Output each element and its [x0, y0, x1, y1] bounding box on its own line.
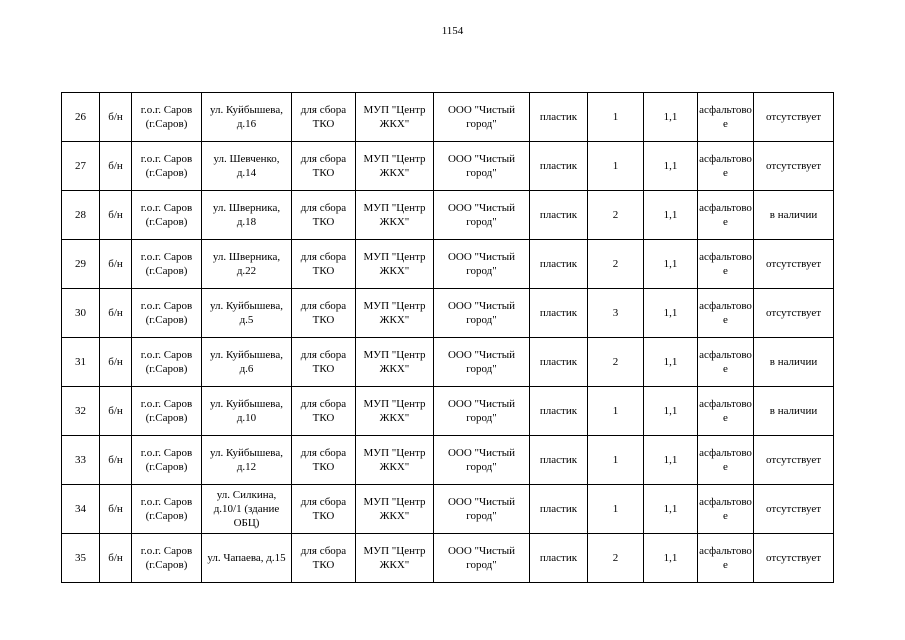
cell-number: 28	[62, 191, 100, 240]
cell-operator: ООО "Чистый город"	[434, 191, 530, 240]
cell-owner: МУП "Центр ЖКХ"	[356, 142, 434, 191]
cell-container-count: 1	[588, 93, 644, 142]
table-row	[62, 93, 834, 142]
cell-surface-type: асфальтовое	[698, 240, 754, 289]
cell-purpose: для сбора ТКО	[292, 93, 356, 142]
cell-operator: ООО "Чистый город"	[434, 485, 530, 534]
cell-operator: ООО "Чистый город"	[434, 436, 530, 485]
cell-fence: отсутствует	[754, 142, 834, 191]
cell-number: 35	[62, 534, 100, 583]
cell-container-material: пластик	[530, 485, 588, 534]
cell-address: ул. Куйбышева, д.6	[202, 338, 292, 387]
cell-container-material: пластик	[530, 240, 588, 289]
cell-purpose: для сбора ТКО	[292, 534, 356, 583]
cell-purpose: для сбора ТКО	[292, 387, 356, 436]
waste-site-table	[61, 92, 834, 583]
cell-container-count: 1	[588, 142, 644, 191]
cell-container-count: 1	[588, 485, 644, 534]
cell-container-count: 2	[588, 338, 644, 387]
cell-address: ул. Куйбышева, д.12	[202, 436, 292, 485]
cell-address: ул. Куйбышева, д.16	[202, 93, 292, 142]
cell-container-material: пластик	[530, 142, 588, 191]
cell-owner: МУП "Центр ЖКХ"	[356, 534, 434, 583]
cell-container-volume: 1,1	[644, 289, 698, 338]
cell-number: 31	[62, 338, 100, 387]
cell-container-material: пластик	[530, 289, 588, 338]
cell-surface-type: асфальтовое	[698, 436, 754, 485]
table-row	[62, 436, 834, 485]
cell-municipality: г.о.г. Саров (г.Саров)	[132, 142, 202, 191]
cell-registry-no: б/н	[100, 387, 132, 436]
table-body	[62, 93, 834, 583]
table-row	[62, 289, 834, 338]
table-row	[62, 240, 834, 289]
cell-number: 30	[62, 289, 100, 338]
cell-municipality: г.о.г. Саров (г.Саров)	[132, 338, 202, 387]
cell-purpose: для сбора ТКО	[292, 240, 356, 289]
cell-registry-no: б/н	[100, 142, 132, 191]
cell-address: ул. Куйбышева, д.5	[202, 289, 292, 338]
cell-operator: ООО "Чистый город"	[434, 289, 530, 338]
cell-operator: ООО "Чистый город"	[434, 142, 530, 191]
cell-fence: отсутствует	[754, 240, 834, 289]
cell-address: ул. Шверника, д.18	[202, 191, 292, 240]
cell-owner: МУП "Центр ЖКХ"	[356, 240, 434, 289]
table-row	[62, 338, 834, 387]
cell-municipality: г.о.г. Саров (г.Саров)	[132, 436, 202, 485]
cell-fence: отсутствует	[754, 534, 834, 583]
cell-container-volume: 1,1	[644, 240, 698, 289]
cell-owner: МУП "Центр ЖКХ"	[356, 387, 434, 436]
cell-municipality: г.о.г. Саров (г.Саров)	[132, 240, 202, 289]
cell-address: ул. Куйбышева, д.10	[202, 387, 292, 436]
table-row	[62, 191, 834, 240]
cell-purpose: для сбора ТКО	[292, 289, 356, 338]
cell-number: 34	[62, 485, 100, 534]
cell-purpose: для сбора ТКО	[292, 436, 356, 485]
cell-container-count: 2	[588, 534, 644, 583]
cell-owner: МУП "Центр ЖКХ"	[356, 436, 434, 485]
cell-fence: отсутствует	[754, 93, 834, 142]
cell-registry-no: б/н	[100, 436, 132, 485]
cell-container-material: пластик	[530, 93, 588, 142]
cell-operator: ООО "Чистый город"	[434, 534, 530, 583]
table-row	[62, 534, 834, 583]
cell-fence: отсутствует	[754, 485, 834, 534]
cell-number: 32	[62, 387, 100, 436]
cell-container-count: 2	[588, 240, 644, 289]
cell-container-count: 3	[588, 289, 644, 338]
cell-container-volume: 1,1	[644, 534, 698, 583]
cell-container-count: 2	[588, 191, 644, 240]
cell-municipality: г.о.г. Саров (г.Саров)	[132, 93, 202, 142]
cell-purpose: для сбора ТКО	[292, 142, 356, 191]
cell-container-volume: 1,1	[644, 436, 698, 485]
table-row	[62, 387, 834, 436]
cell-container-material: пластик	[530, 436, 588, 485]
cell-container-material: пластик	[530, 191, 588, 240]
cell-container-material: пластик	[530, 338, 588, 387]
cell-municipality: г.о.г. Саров (г.Саров)	[132, 485, 202, 534]
cell-surface-type: асфальтовое	[698, 534, 754, 583]
cell-surface-type: асфальтовое	[698, 485, 754, 534]
table-row	[62, 485, 834, 534]
cell-registry-no: б/н	[100, 93, 132, 142]
table-row	[62, 142, 834, 191]
cell-container-volume: 1,1	[644, 387, 698, 436]
cell-number: 29	[62, 240, 100, 289]
cell-municipality: г.о.г. Саров (г.Саров)	[132, 289, 202, 338]
cell-registry-no: б/н	[100, 191, 132, 240]
cell-registry-no: б/н	[100, 338, 132, 387]
cell-surface-type: асфальтовое	[698, 142, 754, 191]
cell-owner: МУП "Центр ЖКХ"	[356, 485, 434, 534]
page-number: 1154	[441, 25, 464, 37]
cell-owner: МУП "Центр ЖКХ"	[356, 289, 434, 338]
cell-fence: в наличии	[754, 338, 834, 387]
cell-address: ул. Силкина, д.10/1 (здание ОБЦ)	[202, 485, 292, 534]
cell-owner: МУП "Центр ЖКХ"	[356, 338, 434, 387]
cell-registry-no: б/н	[100, 485, 132, 534]
cell-purpose: для сбора ТКО	[292, 338, 356, 387]
cell-operator: ООО "Чистый город"	[434, 338, 530, 387]
cell-municipality: г.о.г. Саров (г.Саров)	[132, 191, 202, 240]
cell-address: ул. Чапаева, д.15	[202, 534, 292, 583]
cell-operator: ООО "Чистый город"	[434, 93, 530, 142]
cell-surface-type: асфальтовое	[698, 387, 754, 436]
cell-container-volume: 1,1	[644, 191, 698, 240]
cell-operator: ООО "Чистый город"	[434, 240, 530, 289]
cell-container-volume: 1,1	[644, 485, 698, 534]
cell-owner: МУП "Центр ЖКХ"	[356, 191, 434, 240]
cell-registry-no: б/н	[100, 289, 132, 338]
cell-operator: ООО "Чистый город"	[434, 387, 530, 436]
cell-surface-type: асфальтовое	[698, 338, 754, 387]
cell-container-volume: 1,1	[644, 93, 698, 142]
cell-container-material: пластик	[530, 387, 588, 436]
cell-surface-type: асфальтовое	[698, 289, 754, 338]
cell-registry-no: б/н	[100, 534, 132, 583]
cell-registry-no: б/н	[100, 240, 132, 289]
cell-owner: МУП "Центр ЖКХ"	[356, 93, 434, 142]
cell-municipality: г.о.г. Саров (г.Саров)	[132, 534, 202, 583]
cell-purpose: для сбора ТКО	[292, 485, 356, 534]
cell-fence: в наличии	[754, 387, 834, 436]
cell-number: 26	[62, 93, 100, 142]
cell-container-material: пластик	[530, 534, 588, 583]
cell-container-volume: 1,1	[644, 142, 698, 191]
cell-number: 33	[62, 436, 100, 485]
cell-container-count: 1	[588, 436, 644, 485]
cell-address: ул. Шверника, д.22	[202, 240, 292, 289]
cell-surface-type: асфальтовое	[698, 191, 754, 240]
cell-fence: отсутствует	[754, 289, 834, 338]
cell-purpose: для сбора ТКО	[292, 191, 356, 240]
cell-address: ул. Шевченко, д.14	[202, 142, 292, 191]
cell-municipality: г.о.г. Саров (г.Саров)	[132, 387, 202, 436]
cell-surface-type: асфальтовое	[698, 93, 754, 142]
cell-container-count: 1	[588, 387, 644, 436]
cell-fence: отсутствует	[754, 436, 834, 485]
cell-number: 27	[62, 142, 100, 191]
cell-fence: в наличии	[754, 191, 834, 240]
cell-container-volume: 1,1	[644, 338, 698, 387]
